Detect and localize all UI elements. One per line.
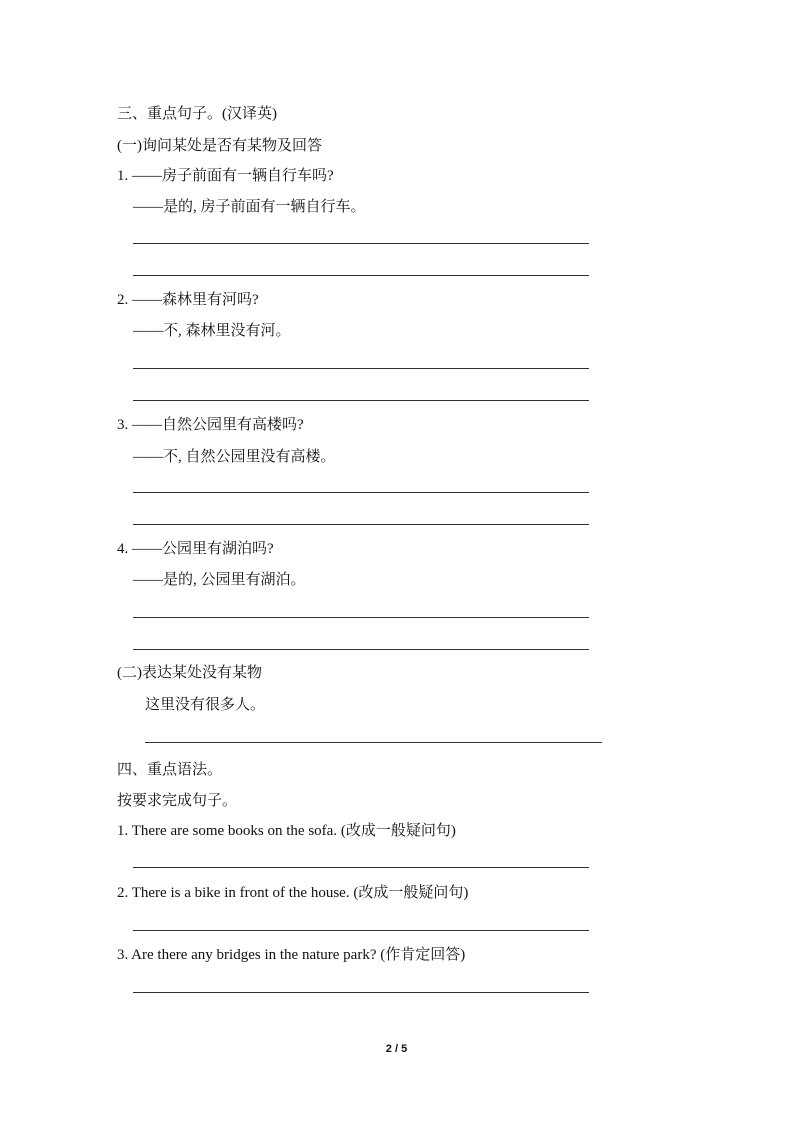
answer: ——不, 森林里没有河。 <box>133 323 291 339</box>
answer-line[interactable] <box>133 243 589 244</box>
answer-line[interactable] <box>133 649 589 650</box>
answer-line[interactable] <box>133 617 589 618</box>
answer-line[interactable] <box>133 930 589 931</box>
subsection-1-title: (一)询问某处是否有某物及回答 <box>117 138 322 154</box>
grammar-question: 2. There is a bike in front of the house. (改成一般疑问句) <box>117 885 469 901</box>
question: 3. ——自然公园里有高楼吗? <box>117 417 304 433</box>
answer-line[interactable] <box>133 867 589 868</box>
answer-line[interactable] <box>133 368 589 369</box>
answer-line[interactable] <box>133 492 589 493</box>
page-number: 2 / 5 <box>385 1043 408 1055</box>
answer-line[interactable] <box>133 992 589 993</box>
instruction: 按要求完成句子。 <box>117 793 238 809</box>
answer-line[interactable] <box>133 275 589 276</box>
grammar-question: 3. Are there any bridges in the nature park? (作肯定回答) <box>117 947 466 963</box>
sentence: 这里没有很多人。 <box>145 697 266 713</box>
answer-line[interactable] <box>145 742 602 743</box>
section-3-title: 三、重点句子。(汉译英) <box>117 106 277 122</box>
answer-line[interactable] <box>133 400 589 401</box>
section-4-title: 四、重点语法。 <box>117 762 223 778</box>
question: 1. ——房子前面有一辆自行车吗? <box>117 168 334 184</box>
answer: ——是的, 公园里有湖泊。 <box>133 572 306 588</box>
question: 2. ——森林里有河吗? <box>117 292 259 308</box>
answer: ——是的, 房子前面有一辆自行车。 <box>133 199 366 215</box>
answer-line[interactable] <box>133 524 589 525</box>
grammar-question: 1. There are some books on the sofa. (改成一般疑问句) <box>117 823 456 839</box>
answer: ——不, 自然公园里没有高楼。 <box>133 449 336 465</box>
question: 4. ——公园里有湖泊吗? <box>117 541 274 557</box>
subsection-2-title: (二)表达某处没有某物 <box>117 665 262 681</box>
